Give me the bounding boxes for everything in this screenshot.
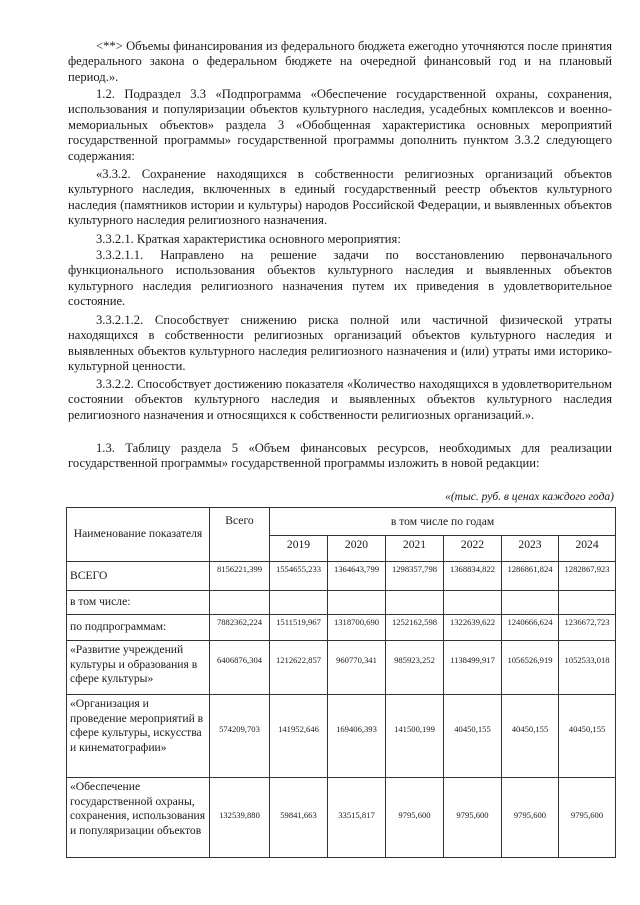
row-value: 1511519,967: [270, 615, 328, 641]
row-value: 1138499,917: [444, 641, 502, 695]
row-value: 141952,646: [270, 695, 328, 778]
header-year: 2024: [559, 536, 616, 562]
row-value: [328, 591, 386, 615]
paragraph-1-3: 1.3. Таблицу раздела 5 «Объем финансовых ресурсов, необходимых для реализации государственной программы» государственной программы изложить в новой редакции:: [68, 441, 612, 471]
row-value: 33515,817: [328, 778, 386, 858]
header-total: Всего: [210, 508, 270, 562]
row-value: 141500,199: [386, 695, 444, 778]
header-year: 2020: [328, 536, 386, 562]
table-row: [67, 778, 616, 858]
row-value: 1236672,723: [559, 615, 616, 641]
row-total: [210, 591, 270, 615]
header-year: 2023: [502, 536, 559, 562]
row-value: 1322639,622: [444, 615, 502, 641]
row-value: 169406,393: [328, 695, 386, 778]
row-name: «Обеспечение государственной охраны, сохранения, использования и популяризации объектов: [67, 778, 210, 858]
header-by-years: в том числе по годам: [270, 508, 616, 536]
header-indicator-name: Наименование показателя: [67, 508, 210, 562]
row-total: 574209,703: [210, 695, 270, 778]
paragraph-1-2: 1.2. Подраздел 3.3 «Подпрограмма «Обеспечение государственной охраны, сохранения, использования и популяризации объектов культурного наследия, усадебных комплексов и военно-мемориальных объектов» раздела 3 «Обобщенная характеристика основных мероприятий государственной программы» государственной программы дополнить пунктом 3.3.2 следующего содержания:: [68, 87, 612, 163]
row-value: [559, 591, 616, 615]
row-name: ВСЕГО: [67, 562, 210, 591]
row-value: 1212622,857: [270, 641, 328, 695]
paragraph-3-3-2-1: 3.3.2.1. Краткая характеристика основного мероприятия:: [96, 232, 401, 246]
header-year: 2021: [386, 536, 444, 562]
row-value: 985923,252: [386, 641, 444, 695]
row-value: 1240666,624: [502, 615, 559, 641]
units-note: «(тыс. руб. в ценах каждого года): [445, 491, 614, 503]
row-name: в том числе:: [67, 591, 210, 615]
table-row: [67, 562, 616, 591]
row-value: 1056526,919: [502, 641, 559, 695]
row-value: 1286861,824: [502, 562, 559, 591]
row-name: «Организация и проведение мероприятий в сфере культуры, искусства и кинематографии»: [67, 695, 210, 778]
row-value: 40450,155: [559, 695, 616, 778]
header-year: 2022: [444, 536, 502, 562]
row-value: [444, 591, 502, 615]
header-year: 2019: [270, 536, 328, 562]
row-value: 40450,155: [444, 695, 502, 778]
row-total: 8156221,399: [210, 562, 270, 591]
row-name: по подпрограммам:: [67, 615, 210, 641]
row-value: 1364643,799: [328, 562, 386, 591]
row-total: 132539,880: [210, 778, 270, 858]
row-total: 7882362,224: [210, 615, 270, 641]
table-row: [67, 695, 616, 778]
row-value: [270, 591, 328, 615]
row-value: 1298357,798: [386, 562, 444, 591]
row-value: 1052533,018: [559, 641, 616, 695]
paragraph-3-3-2-2: 3.3.2.2. Способствует достижению показателя «Количество находящихся в удовлетворительном состоянии объектов культурного наследия и выявленных объектов культурного наследия религиозного назначения и относящихся к собственности религиозных организаций.».: [68, 377, 612, 422]
row-value: [502, 591, 559, 615]
row-value: 1554655,233: [270, 562, 328, 591]
row-value: 1252162,598: [386, 615, 444, 641]
table-row: [67, 641, 616, 695]
row-value: 1282867,923: [559, 562, 616, 591]
paragraph-3-3-2: «3.3.2. Сохранение находящихся в собственности религиозных организаций объектов культурного наследия, включенных в единый государственный реестр объектов культурного наследия (памятников истории и культуры) народов Российской Федерации, и выявленных объектов культурного наследия религиозного назначения.: [68, 167, 612, 228]
table-row: [67, 591, 616, 615]
row-value: 1318700,690: [328, 615, 386, 641]
row-value: 960770,341: [328, 641, 386, 695]
financing-table: [66, 507, 616, 858]
row-value: 40450,155: [502, 695, 559, 778]
footnote-paragraph: <**> Объемы финансирования из федерального бюджета ежегодно уточняются после принятия федерального закона о федеральном бюджете на очередной финансовый год и на плановый период.».: [68, 39, 612, 84]
paragraph-3-3-2-1-1: 3.3.2.1.1. Направлено на решение задачи по восстановлению первоначального функционального использования объектов культурного наследия и выявленных объектов культурного наследия религиозного назначения путем их приведения в удовлетворительное состояние.: [68, 248, 612, 309]
paragraph-3-3-2-1-2: 3.3.2.1.2. Способствует снижению риска полной или частичной физической утраты находящихся в собственности религиозных организаций объектов культурного наследия и выявленных объектов культурного наследия религиозного назначения и (или) утраты ими историко-культурной ценности.: [68, 313, 612, 374]
row-value: 9795,600: [559, 778, 616, 858]
row-total: 6406876,304: [210, 641, 270, 695]
row-value: 9795,600: [502, 778, 559, 858]
table-row: [67, 615, 616, 641]
row-value: 59841,663: [270, 778, 328, 858]
row-value: 9795,600: [386, 778, 444, 858]
row-name: «Развитие учреждений культуры и образования в сфере культуры»: [67, 641, 210, 695]
row-value: 1368834,822: [444, 562, 502, 591]
row-value: [386, 591, 444, 615]
row-value: 9795,600: [444, 778, 502, 858]
